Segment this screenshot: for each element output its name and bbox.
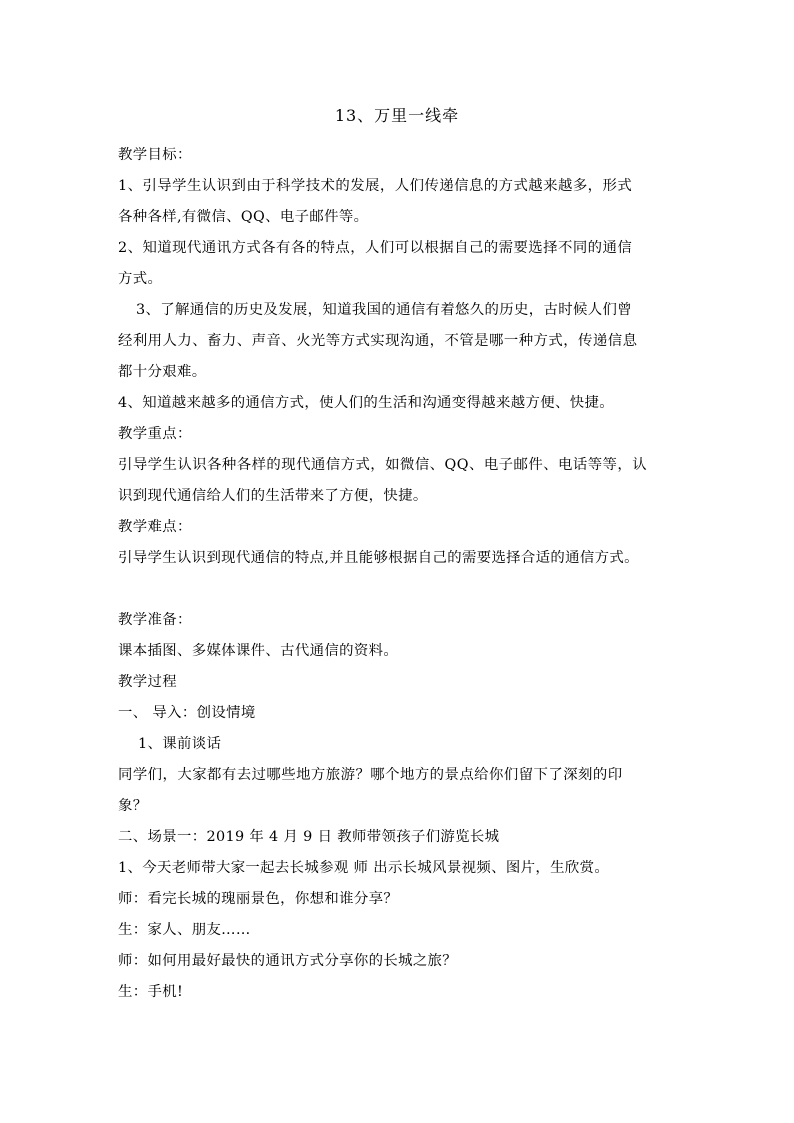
objective-1-line-2: 各种各样,有微信、QQ、电子邮件等。 bbox=[118, 209, 369, 225]
process-part-1-heading: 一、 导入：创设情境 bbox=[118, 705, 256, 721]
dialogue-teacher-1: 师：看完长城的瑰丽景色，你想和谁分享？ bbox=[118, 891, 399, 907]
section-heading-difficulties: 教学难点： bbox=[118, 519, 192, 535]
objective-3-line-3: 都十分艰难。 bbox=[118, 364, 207, 380]
preparation-text: 课本插图、多媒体课件、古代通信的资料。 bbox=[118, 643, 399, 659]
section-heading-key-points: 教学重点： bbox=[118, 426, 192, 442]
key-points-line-1: 引导学生认识各种各样的现代通信方式，如微信、QQ、电子邮件、电话等等，认 bbox=[118, 457, 648, 473]
objective-4: 4、知道越来越多的通信方式，使人们的生活和沟通变得越来越方便、快捷。 bbox=[118, 395, 614, 411]
dialogue-line-2: 象？ bbox=[118, 798, 148, 814]
lesson-body bbox=[118, 140, 684, 1008]
process-step-1: 1、课前谈话 bbox=[138, 736, 222, 752]
section-heading-process: 教学过程 bbox=[118, 674, 177, 690]
dialogue-student-1: 生：家人、朋友…… bbox=[118, 922, 251, 938]
objective-3-line-2: 经利用人力、畜力、声音、火光等方式实现沟通，不管是哪一种方式，传递信息 bbox=[118, 333, 638, 349]
dialogue-student-2: 生：手机! bbox=[118, 984, 184, 1000]
section-heading-preparation: 教学准备： bbox=[118, 612, 192, 628]
blank-line bbox=[118, 574, 684, 605]
objective-3-line-1: 3、了解通信的历史及发展，知道我国的通信有着悠久的历史，古时候人们曾 bbox=[136, 302, 632, 318]
objective-2-line-2: 方式。 bbox=[118, 271, 163, 287]
objective-2-line-1: 2、知道现代通讯方式各有各的特点，人们可以根据自己的需要选择不同的通信 bbox=[118, 240, 633, 256]
lesson-title: 13、万里一线牵 bbox=[334, 106, 460, 125]
objective-1-line-1: 1、引导学生认识到由于科学技术的发展，人们传递信息的方式越来越多，形式 bbox=[118, 178, 633, 194]
difficulties-text: 引导学生认识到现代通信的特点,并且能够根据自己的需要选择合适的通信方式。 bbox=[118, 550, 639, 566]
dialogue-teacher-2: 师：如何用最好最快的通讯方式分享你的长城之旅？ bbox=[118, 953, 458, 969]
dialogue-line-1: 同学们，大家都有去过哪些地方旅游？哪个地方的景点给你们留下了深刻的印 bbox=[118, 767, 623, 783]
key-points-line-2: 识到现代通信给人们的生活带来了方便，快捷。 bbox=[118, 488, 428, 504]
section-heading-objectives: 教学目标： bbox=[118, 147, 192, 163]
process-part-2-step-1: 1、今天老师带大家一起去长城参观 师 出示长城风景视频、图片，生欣赏。 bbox=[118, 860, 610, 876]
process-part-2-heading: 二、场景一：2019 年 4 月 9 日 教师带领孩子们游览长城 bbox=[118, 829, 500, 845]
